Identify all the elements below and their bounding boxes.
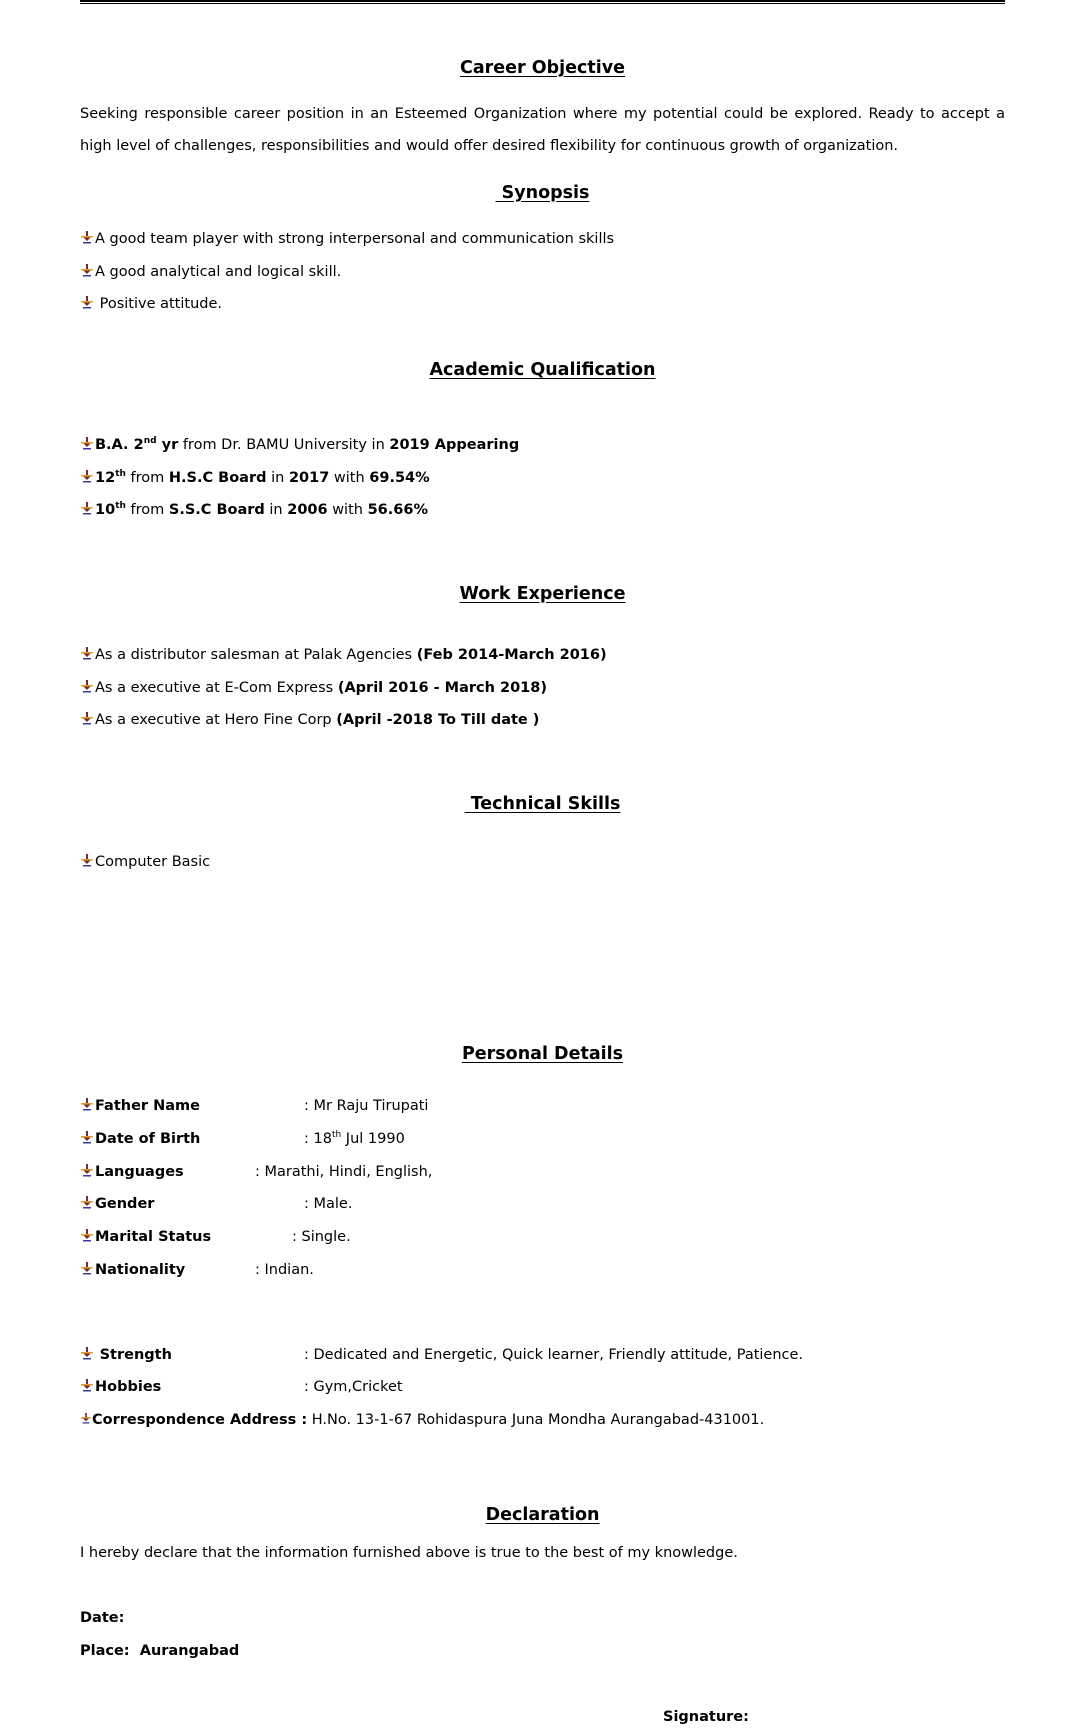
arrow-bullet-icon [80, 646, 94, 660]
personal-label: Marital Status [95, 1229, 212, 1245]
work-period: (Feb 2014-March 2016) [416, 647, 607, 663]
synopsis-text: Positive attitude. [99, 296, 223, 312]
academic-text: in [264, 502, 288, 518]
dob-rest: Jul 1990 [341, 1131, 405, 1147]
arrow-bullet-icon [80, 1261, 94, 1275]
academic-percentage: 69.54% [369, 470, 430, 486]
arrow-bullet-icon [80, 230, 94, 244]
work-period: (April 2016 - March 2018) [337, 680, 547, 696]
personal-value: : Gym,Cricket [304, 1379, 403, 1395]
academic-text: from [125, 470, 169, 486]
personal-row [80, 1410, 764, 1430]
personal-row [80, 1345, 804, 1365]
synopsis-item [80, 262, 341, 282]
work-item [80, 710, 539, 730]
arrow-bullet-icon [80, 1097, 94, 1111]
arrow-bullet-icon [80, 263, 94, 277]
academic-item [80, 435, 519, 455]
arrow-bullet-icon [80, 853, 94, 867]
synopsis-item [80, 229, 614, 249]
degree: 10 [95, 502, 116, 518]
personal-label: Date of Birth [95, 1131, 201, 1147]
heading-work-experience: Work Experience [459, 584, 626, 604]
work-item [80, 678, 547, 698]
arrow-bullet-icon [80, 1411, 92, 1425]
arrow-bullet-icon [80, 436, 94, 450]
heading-declaration: Declaration [485, 1505, 600, 1525]
personal-label: Nationality [95, 1262, 186, 1278]
arrow-bullet-icon [80, 469, 94, 483]
degree-sup: th [115, 501, 126, 511]
heading-technical-skills [0, 794, 1080, 814]
arrow-bullet-icon [80, 1378, 94, 1392]
academic-text: from Dr. BAMU University in [178, 437, 390, 453]
work-text: As a distributor salesman at Palak Agencies [95, 647, 417, 663]
degree-sup: nd [143, 436, 157, 446]
arrow-bullet-icon [80, 711, 94, 725]
synopsis-text: A good team player with strong interpersonal and communication skills [95, 231, 615, 247]
work-item [80, 645, 607, 665]
personal-value: : Indian. [255, 1262, 314, 1278]
personal-label: Languages [95, 1164, 184, 1180]
academic-year: 2019 Appearing [389, 437, 520, 453]
place-row [80, 1641, 239, 1661]
date-label: Date: [80, 1610, 125, 1626]
dob-sup: th [331, 1130, 342, 1140]
academic-board: H.S.C Board [168, 470, 267, 486]
personal-value: : Dedicated and Energetic, Quick learner, Friendly attitude, Patience. [304, 1347, 804, 1363]
personal-row [80, 1162, 433, 1182]
degree-suffix: yr [156, 437, 179, 453]
personal-value: : Single. [292, 1229, 351, 1245]
dob-day: : 18 [304, 1131, 332, 1147]
academic-board: S.S.C Board [168, 502, 265, 518]
academic-text: in [266, 470, 289, 486]
academic-text: from [125, 502, 169, 518]
skill-item [80, 852, 210, 872]
academic-percentage: 56.66% [367, 502, 428, 518]
personal-row [80, 1377, 403, 1397]
synopsis-text: A good analytical and logical skill. [95, 264, 342, 280]
heading-academic: Academic Qualification [429, 360, 656, 380]
academic-text: with [327, 502, 368, 518]
degree-sup: th [115, 469, 126, 479]
personal-label: Hobbies [95, 1379, 162, 1395]
personal-value: : Marathi, Hindi, English, [255, 1164, 433, 1180]
degree: 12 [95, 470, 116, 486]
work-text: As a executive at E-Com Express [95, 680, 338, 696]
personal-value: : Male. [304, 1196, 353, 1212]
academic-year: 2006 [287, 502, 328, 518]
arrow-bullet-icon [80, 679, 94, 693]
heading-technical-text: Technical Skills [470, 794, 621, 814]
personal-row [80, 1194, 353, 1214]
synopsis-item [80, 294, 222, 314]
heading-synopsis-text: Synopsis [501, 183, 590, 203]
personal-row [80, 1227, 351, 1247]
degree: B.A. 2 [95, 437, 144, 453]
personal-value: : Mr Raju Tirupati [304, 1098, 429, 1114]
arrow-bullet-icon [80, 1130, 94, 1144]
personal-label: Gender [95, 1196, 155, 1212]
place-label: Place: [80, 1643, 130, 1659]
arrow-bullet-icon [80, 295, 94, 309]
top-rule [80, 0, 1005, 4]
arrow-bullet-icon [80, 1228, 94, 1242]
arrow-bullet-icon [80, 501, 94, 515]
personal-value: H.No. 13-1-67 Rohidaspura Juna Mondha Aurangabad-431001. [307, 1412, 765, 1428]
signature-label: Signature: [663, 1709, 749, 1725]
work-text: As a executive at Hero Fine Corp [95, 712, 337, 728]
arrow-bullet-icon [80, 1346, 94, 1360]
arrow-bullet-icon [80, 1163, 94, 1177]
personal-label: Correspondence Address : [92, 1412, 308, 1428]
declaration-text: I hereby declare that the information furnished above is true to the best of my knowledge. [80, 1545, 738, 1561]
personal-value [304, 1129, 405, 1149]
academic-item [80, 500, 428, 520]
heading-personal-details: Personal Details [461, 1044, 624, 1064]
academic-item [80, 468, 430, 488]
place-value: Aurangabad [139, 1643, 240, 1659]
work-period: (April -2018 To Till date ) [336, 712, 540, 728]
heading-synopsis [0, 183, 1080, 203]
personal-row [80, 1096, 429, 1116]
personal-row [80, 1260, 314, 1280]
heading-career-objective: Career Objective [459, 58, 626, 78]
arrow-bullet-icon [80, 1195, 94, 1209]
skill-text: Computer Basic [95, 854, 211, 870]
academic-text: with [329, 470, 370, 486]
personal-label: Father Name [95, 1098, 200, 1114]
academic-year: 2017 [288, 470, 330, 486]
career-objective-text: Seeking responsible career position in an Esteemed Organization where my potential could be explored. Ready to accept a high level of challenges, responsibilities and would offer desired flexibility for continuous growth of organization. [80, 106, 1005, 154]
personal-row [80, 1129, 405, 1149]
personal-label: Strength [99, 1347, 172, 1363]
